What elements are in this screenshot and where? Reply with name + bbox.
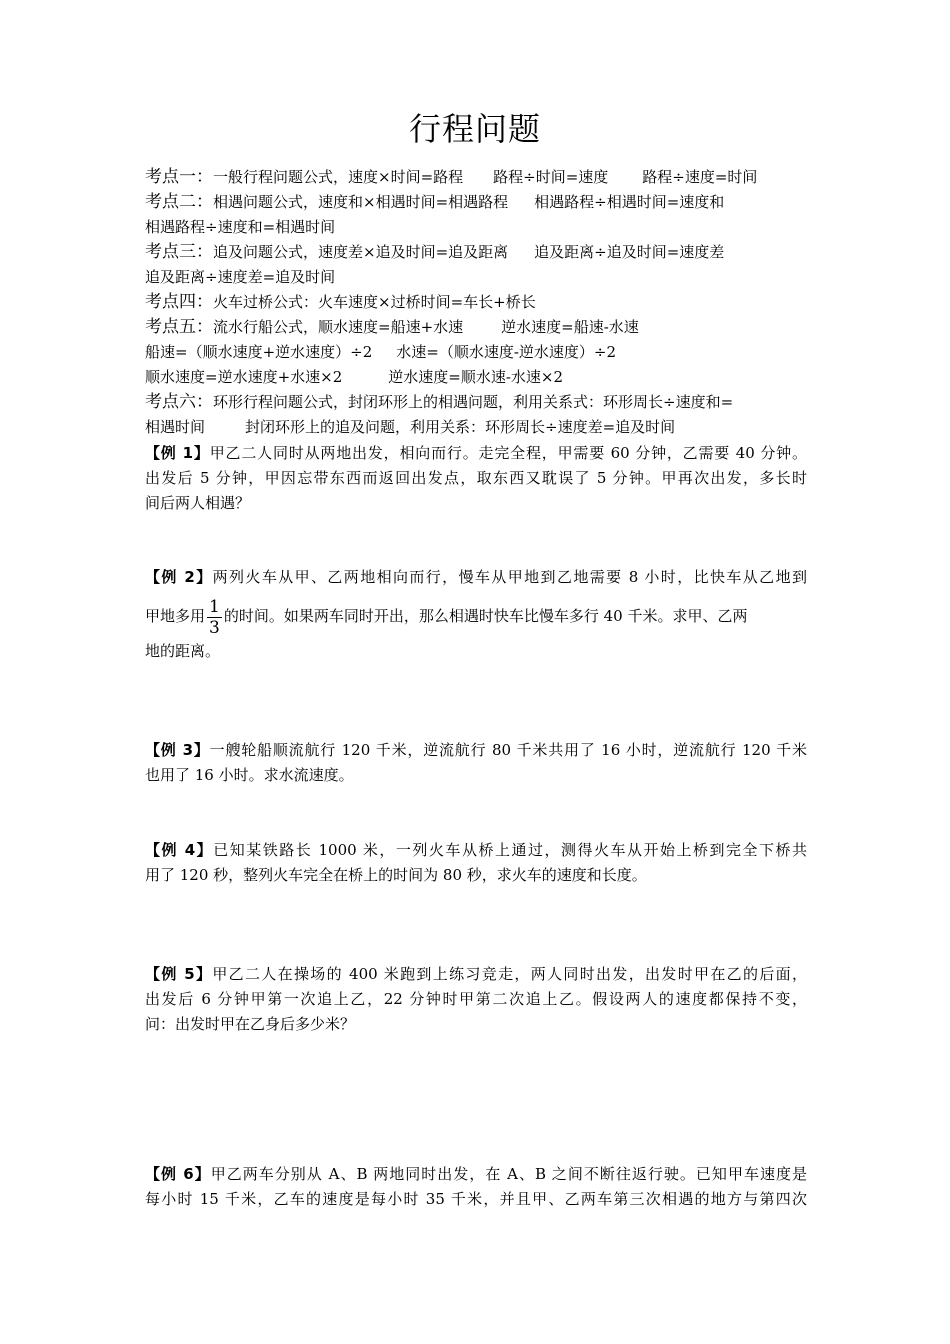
example-5-line-3: 问：出发时甲在乙身后多少米？ bbox=[145, 1015, 356, 1033]
example-1-line-2: 出发后 5 分钟，甲因忘带东西而返回出发点，取东西又耽误了 5 分钟。甲再次出发，多长时 bbox=[145, 469, 807, 487]
point-2 bbox=[145, 192, 724, 212]
example-4 bbox=[145, 838, 807, 888]
example-2-text-1: 两列火车从甲、乙两地相向而行，慢车从甲地到乙地需要 8 小时，比快车从乙地到 bbox=[212, 568, 807, 586]
fraction-one-third bbox=[207, 597, 222, 638]
point-3-label: 考点三： bbox=[145, 242, 213, 262]
example-3-tag: 【例 3】 bbox=[145, 741, 210, 759]
example-1 bbox=[145, 441, 807, 516]
point-6-formula-b: 相遇时间 bbox=[145, 418, 206, 436]
example-1-tag: 【例 1】 bbox=[145, 444, 210, 462]
point-1 bbox=[145, 167, 757, 187]
point-1-formula-a: 一般行程问题公式，速度×时间=路程 bbox=[213, 168, 464, 186]
point-5-cont-1 bbox=[145, 342, 616, 362]
example-2-text-3: 地的距离。 bbox=[145, 642, 221, 660]
point-1-label: 考点一： bbox=[145, 167, 213, 187]
example-2-tag: 【例 2】 bbox=[145, 568, 213, 586]
point-2-label: 考点二： bbox=[145, 192, 213, 212]
example-1-line-1 bbox=[145, 441, 807, 466]
point-5-cont-2 bbox=[145, 367, 563, 387]
point-3-formula-c: 追及距离÷速度差=追及时间 bbox=[145, 268, 336, 286]
point-3-formula-a: 追及问题公式，速度差×追及时间=追及距离 bbox=[213, 243, 509, 261]
point-5-formula-c: 船速=（顺水速度+逆水速度）÷2 bbox=[145, 343, 373, 361]
example-2-text-2a: 甲地多用 bbox=[145, 607, 206, 625]
example-1-text-1: 甲乙二人同时从两地出发，相向而行。走完全程，甲需要 60 分钟，乙需要 40 分钟。 bbox=[209, 444, 807, 462]
point-6-formula-a: 环形行程问题公式，封闭环形上的相遇问题，利用关系式：环形周长÷速度和= bbox=[213, 393, 734, 411]
point-5-formula-f: 逆水速度=顺水速-水速×2 bbox=[388, 368, 563, 386]
point-2-formula-a: 相遇问题公式，速度和×相遇时间=相遇路程 bbox=[213, 193, 509, 211]
point-3-cont bbox=[145, 267, 335, 287]
fraction-numerator: 1 bbox=[209, 596, 220, 617]
point-2-cont bbox=[145, 217, 335, 237]
point-4-formula-a: 火车过桥公式：火车速度×过桥时间=车长+桥长 bbox=[213, 293, 536, 311]
page-title: 行程问题 bbox=[408, 110, 541, 148]
point-5-formula-e: 顺水速度=逆水速度+水速×2 bbox=[145, 368, 343, 386]
example-2-line-3 bbox=[145, 640, 220, 662]
example-5-text-1: 甲乙二人在操场的 400 米跑到上练习竞走，两人同时出发，出发时甲在乙的后面， bbox=[212, 965, 807, 983]
example-5-tag: 【例 5】 bbox=[145, 965, 213, 983]
example-6-tag: 【例 6】 bbox=[145, 1165, 211, 1183]
point-6-formula-c: 封闭环形上的追及问题，利用关系：环形周长÷速度差=追及时间 bbox=[245, 418, 676, 436]
example-3-line-2: 也用了 16 小时。求水流速度。 bbox=[145, 766, 354, 784]
point-4-label: 考点四： bbox=[145, 292, 213, 312]
point-3-formula-b: 追及距离÷追及时间=速度差 bbox=[534, 243, 725, 261]
example-1-line-3: 间后两人相遇？ bbox=[145, 494, 251, 512]
example-3-text-1: 一艘轮船顺流航行 120 千米，逆流航行 80 千米共用了 16 小时，逆流航行 120 千米 bbox=[209, 741, 807, 759]
example-4-tag: 【例 4】 bbox=[145, 841, 214, 859]
point-2-formula-b: 相遇路程÷相遇时间=速度和 bbox=[534, 193, 725, 211]
fraction-denominator: 3 bbox=[209, 617, 220, 638]
example-5 bbox=[145, 962, 807, 1037]
point-1-formula-b: 路程÷时间=速度 bbox=[493, 168, 609, 186]
example-6-line-1 bbox=[145, 1162, 807, 1187]
point-5-formula-d: 水速=（顺水速度-逆水速度）÷2 bbox=[396, 343, 616, 361]
example-3 bbox=[145, 738, 807, 788]
example-2-line-1 bbox=[145, 565, 807, 590]
example-5-line-1 bbox=[145, 962, 807, 987]
point-5-formula-b: 逆水速度=船速-水速 bbox=[501, 318, 639, 336]
point-5-formula-a: 流水行船公式，顺水速度=船速+水速 bbox=[213, 318, 464, 336]
point-6 bbox=[145, 392, 733, 412]
point-3 bbox=[145, 242, 724, 262]
example-4-line-1 bbox=[145, 838, 807, 863]
point-2-formula-c: 相遇路程÷速度和=相遇时间 bbox=[145, 218, 336, 236]
example-3-line-1 bbox=[145, 738, 807, 763]
point-6-cont bbox=[145, 417, 675, 437]
example-6-text-1: 甲乙两车分别从 A、B 两地同时出发，在 A、B 之间不断往返行驶。已知甲车速度是 bbox=[210, 1165, 807, 1183]
example-2-line-2 bbox=[145, 595, 747, 637]
example-2 bbox=[145, 565, 807, 590]
example-6-line-2: 每小时 15 千米，乙车的速度是每小时 35 千米，并且甲、乙两车第三次相遇的地方与第四次 bbox=[145, 1190, 808, 1208]
point-1-formula-c: 路程÷速度=时间 bbox=[642, 168, 758, 186]
example-4-line-2: 用了 120 秒，整列火车完全在桥上的时间为 80 秒，求火车的速度和长度。 bbox=[145, 866, 647, 884]
point-5-label: 考点五： bbox=[145, 317, 213, 337]
point-5 bbox=[145, 317, 639, 337]
point-4 bbox=[145, 292, 536, 312]
example-2-text-2b: 的时间。如果两车同时开出，那么相遇时快车比慢车多行 40 千米。求甲、乙两 bbox=[223, 607, 748, 625]
example-6 bbox=[145, 1162, 807, 1212]
example-5-line-2: 出发后 6 分钟甲第一次追上乙，22 分钟时甲第二次追上乙。假设两人的速度都保持不变， bbox=[145, 990, 807, 1008]
point-6-label: 考点六： bbox=[145, 392, 213, 412]
example-4-text-1: 已知某铁路长 1000 米，一列火车从桥上通过，测得火车从开始上桥到完全下桥共 bbox=[213, 841, 807, 859]
